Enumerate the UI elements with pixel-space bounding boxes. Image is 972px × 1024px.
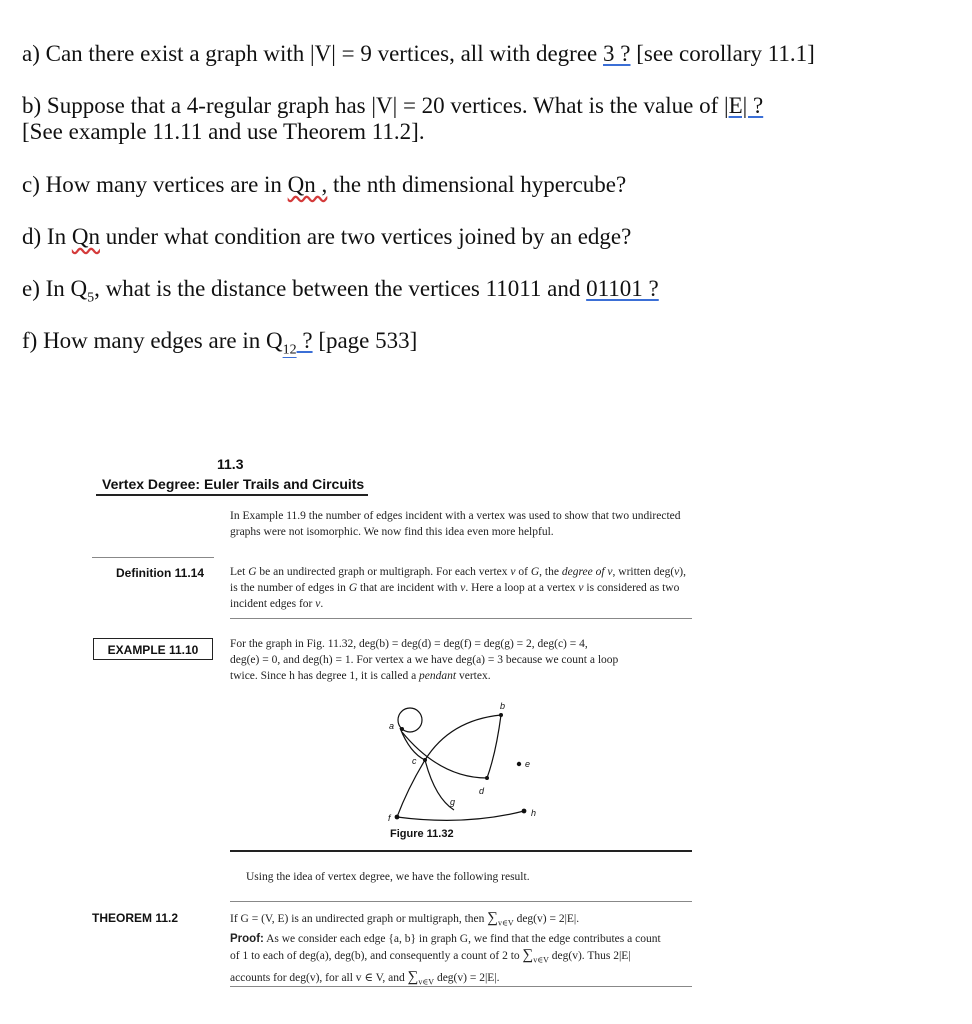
theorem-rule-top	[230, 901, 692, 902]
section-number: 11.3	[217, 456, 244, 472]
question-f-link[interactable]: ?	[296, 328, 313, 353]
question-c-rest: the nth dimensional hypercube?	[327, 172, 627, 197]
question-d-text: d) In	[22, 224, 72, 249]
vertex-label-h: h	[531, 808, 537, 818]
question-f-sub[interactable]: 12	[282, 342, 297, 358]
proof-line-3: accounts for deg(v), for all v ∈ V, and $\sum_{v\in V}$ deg(v) = 2|E|.	[230, 968, 500, 986]
question-a-link[interactable]: 3 ?	[603, 41, 631, 66]
vertex-a	[400, 727, 404, 731]
question-e-sub: 5	[87, 290, 95, 306]
edge-b-d	[487, 715, 501, 778]
vertex-label-a: a	[389, 721, 395, 731]
edge-c-f	[397, 760, 425, 817]
question-f-ref: [page 533]	[312, 328, 418, 353]
edge-c-b	[425, 715, 501, 760]
question-b-text: b) Suppose that a 4-regular graph has |V| = 20 vertices. What is the value of |	[22, 93, 729, 118]
vertex-d	[485, 776, 489, 780]
vertex-b	[499, 713, 503, 717]
vertex-label-g: g	[450, 797, 456, 807]
question-d-link[interactable]: Qn	[71, 224, 100, 249]
example-text	[230, 636, 696, 684]
figure-graph	[370, 698, 550, 830]
proof-line-2: of 1 to each of deg(a), deg(b), and consequently a count of 2 to $\sum_{v\in V}$ deg(v). Thus 2|E|	[230, 947, 631, 965]
theorem-statement: If G = (V, E) is an undirected graph or multigraph, then $\sum_{v\in V}$ deg(v) = 2|E|.	[230, 910, 580, 928]
definition-rule-left	[92, 557, 214, 558]
vertex-label-c: c	[412, 756, 417, 766]
question-b-link[interactable]: E| ?	[728, 93, 764, 118]
question-a-text: a) Can there exist a graph with |V| = 9 vertices, all with degree	[22, 41, 604, 66]
figure-caption: Figure 11.32	[390, 828, 454, 840]
vertex-label-f: f	[388, 813, 391, 823]
question-a	[22, 40, 815, 67]
example-label: EXAMPLE 11.10	[107, 643, 199, 657]
theorem-label: THEOREM 11.2	[92, 911, 179, 925]
section-title-rule	[96, 494, 368, 496]
question-e-mid: , what is the distance between the vertices 11011 and	[94, 276, 587, 301]
question-e-text: e) In Q	[22, 276, 88, 301]
edge-a-d	[402, 732, 487, 778]
question-d-rest: under what condition are two vertices joined by an edge?	[99, 224, 632, 249]
question-e-link[interactable]: 01101 ?	[586, 276, 659, 301]
example-label-box	[93, 638, 213, 660]
vertex-e	[517, 762, 521, 766]
result-intro: Using the idea of vertex degree, we have the following result.	[246, 871, 530, 883]
question-a-ref: [see corollary 11.1]	[630, 41, 815, 66]
definition-text: Let G be an undirected graph or multigraph. For each vertex v of G, the degree of v, written deg(v), is the number of edges in G that are incident with v. Here a loop at a vertex v is considered as two incident edges for v.	[230, 566, 686, 610]
vertex-label-d: d	[479, 786, 485, 796]
definition-rule-bottom	[230, 618, 692, 619]
intro-paragraph: In Example 11.9 the number of edges incident with a vertex was used to show that two undirected graphs were not isomorphic. We now find this idea even more helpful.	[230, 510, 681, 538]
vertex-c	[423, 758, 427, 762]
question-c	[22, 171, 626, 198]
example-line-3: twice. Since h has degree 1, it is called a pendant vertex.	[230, 670, 491, 682]
question-f-text: f) How many edges are in Q	[22, 328, 283, 353]
vertex-h	[522, 809, 527, 814]
question-b-line2: [See example 11.11 and use Theorem 11.2].	[22, 119, 425, 144]
question-e	[22, 275, 659, 312]
question-d	[22, 223, 631, 250]
figure-rule	[230, 850, 692, 852]
question-b	[22, 92, 763, 119]
question-f	[22, 327, 417, 364]
section-title: Vertex Degree: Euler Trails and Circuits	[102, 476, 365, 492]
vertex-label-b: b	[500, 701, 506, 711]
vertex-f	[395, 815, 400, 820]
example-line-1: For the graph in Fig. 11.32, deg(b) = deg(d) = deg(f) = deg(g) = 2, deg(c) = 4,	[230, 638, 588, 650]
edge-f-h	[397, 811, 524, 820]
example-line-2: deg(e) = 0, and deg(h) = 1. For vertex a we have deg(a) = 3 because we count a loop	[230, 654, 619, 666]
definition-label: Definition 11.14	[116, 566, 205, 580]
theorem-rule-bottom	[230, 986, 692, 987]
proof-line-1: Proof: As we consider each edge {a, b} in graph G, we find that the edge contributes a count	[230, 933, 661, 946]
question-c-link[interactable]: Qn ,	[287, 172, 328, 197]
vertex-label-e: e	[525, 759, 531, 769]
question-c-text: c) How many vertices are in	[22, 172, 288, 197]
theorem-text	[230, 910, 696, 990]
